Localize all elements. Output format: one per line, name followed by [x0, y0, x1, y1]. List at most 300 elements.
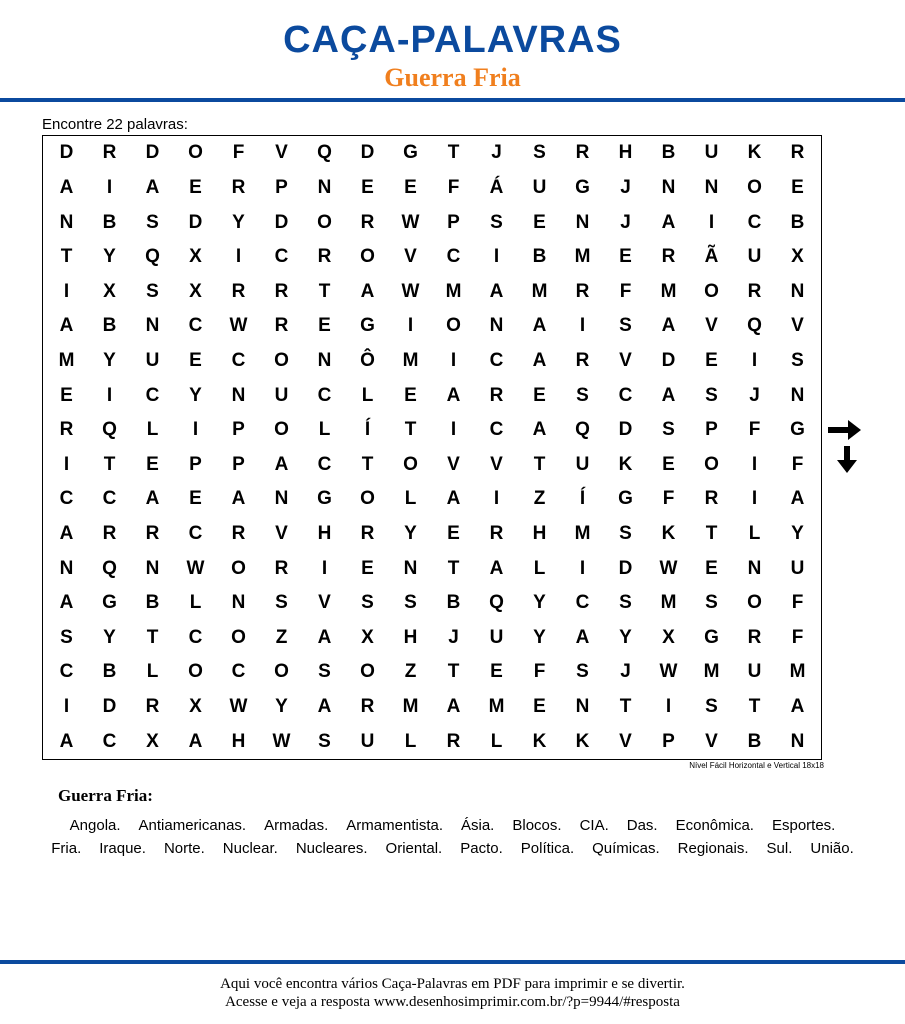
grid-letter[interactable]: M [789, 661, 806, 683]
grid-letter[interactable]: I [407, 315, 414, 337]
grid-letter[interactable]: N [145, 557, 160, 579]
grid-letter[interactable]: C [489, 419, 504, 441]
grid-letter[interactable]: X [189, 696, 202, 718]
grid-letter[interactable]: A [446, 384, 461, 406]
grid-letter[interactable]: M [531, 280, 548, 302]
grid-letter[interactable]: C [188, 626, 203, 648]
grid-letter[interactable]: I [579, 557, 586, 579]
grid-letter[interactable]: X [791, 246, 804, 268]
grid-letter[interactable]: H [317, 523, 332, 545]
grid-letter[interactable]: F [748, 419, 761, 441]
grid-letter[interactable]: G [704, 626, 719, 648]
grid-letter[interactable]: L [490, 730, 503, 752]
grid-letter[interactable]: U [532, 176, 547, 198]
grid-letter[interactable]: R [145, 523, 160, 545]
grid-letter[interactable]: R [747, 280, 762, 302]
grid-letter[interactable]: M [703, 661, 720, 683]
grid-letter[interactable]: B [102, 315, 117, 337]
grid-letter[interactable]: S [60, 626, 73, 648]
grid-letter[interactable]: B [747, 730, 762, 752]
grid-letter[interactable]: D [59, 142, 74, 164]
grid-letter[interactable]: O [747, 592, 762, 614]
grid-letter[interactable]: W [401, 280, 420, 302]
grid-letter[interactable]: R [704, 488, 719, 510]
grid-letter[interactable]: L [146, 419, 159, 441]
grid-letter[interactable]: U [575, 453, 590, 475]
grid-letter[interactable]: O [274, 419, 289, 441]
grid-letter[interactable]: Q [489, 592, 504, 614]
grid-letter[interactable]: R [489, 384, 504, 406]
grid-letter[interactable]: E [361, 557, 374, 579]
grid-letter[interactable]: I [751, 488, 758, 510]
grid-letter[interactable]: M [574, 246, 591, 268]
grid-letter[interactable]: R [360, 523, 375, 545]
grid-letter[interactable]: U [489, 626, 504, 648]
grid-letter[interactable]: W [659, 661, 678, 683]
grid-letter[interactable]: G [790, 419, 805, 441]
grid-letter[interactable]: S [576, 384, 589, 406]
grid-letter[interactable]: O [231, 557, 246, 579]
grid-letter[interactable]: Q [747, 315, 762, 337]
grid-letter[interactable]: O [188, 661, 203, 683]
grid-letter[interactable]: E [146, 453, 159, 475]
grid-letter[interactable]: J [749, 384, 760, 406]
grid-letter[interactable]: N [489, 315, 504, 337]
grid-letter[interactable]: J [620, 661, 631, 683]
grid-letter[interactable]: W [229, 696, 248, 718]
grid-letter[interactable]: X [361, 626, 374, 648]
grid-letter[interactable]: B [145, 592, 160, 614]
grid-letter[interactable]: C [102, 488, 117, 510]
grid-letter[interactable]: O [188, 142, 203, 164]
grid-letter[interactable]: S [146, 211, 159, 233]
grid-letter[interactable]: S [619, 523, 632, 545]
grid-letter[interactable]: O [360, 661, 375, 683]
grid-letter[interactable]: I [321, 557, 328, 579]
grid-letter[interactable]: O [274, 349, 289, 371]
grid-letter[interactable]: A [790, 488, 805, 510]
grid-letter[interactable]: F [791, 453, 804, 475]
grid-letter[interactable]: A [59, 523, 74, 545]
grid-letter[interactable]: A [489, 557, 504, 579]
grid-letter[interactable]: O [403, 453, 418, 475]
grid-letter[interactable]: A [59, 315, 74, 337]
grid-letter[interactable]: E [189, 176, 202, 198]
grid-letter[interactable]: S [404, 592, 417, 614]
grid-letter[interactable]: I [106, 176, 113, 198]
grid-letter[interactable]: R [575, 349, 590, 371]
grid-letter[interactable]: P [705, 419, 718, 441]
grid-letter[interactable]: N [231, 592, 246, 614]
grid-letter[interactable]: E [490, 661, 503, 683]
grid-letter[interactable]: T [705, 523, 718, 545]
grid-letter[interactable]: E [361, 176, 374, 198]
grid-letter[interactable]: Ô [360, 349, 375, 371]
grid-letter[interactable]: A [360, 280, 375, 302]
grid-letter[interactable]: S [705, 384, 718, 406]
grid-letter[interactable]: U [145, 349, 160, 371]
grid-letter[interactable]: C [188, 315, 203, 337]
grid-letter[interactable]: N [790, 730, 805, 752]
grid-letter[interactable]: I [751, 349, 758, 371]
grid-letter[interactable]: A [59, 730, 74, 752]
grid-letter[interactable]: Z [275, 626, 288, 648]
grid-letter[interactable]: I [708, 211, 715, 233]
grid-letter[interactable]: R [274, 315, 289, 337]
grid-letter[interactable]: A [59, 592, 74, 614]
grid-letter[interactable]: I [493, 246, 500, 268]
grid-letter[interactable]: A [59, 176, 74, 198]
grid-letter[interactable]: T [447, 142, 460, 164]
grid-letter[interactable]: E [619, 246, 632, 268]
grid-letter[interactable]: A [446, 488, 461, 510]
grid-letter[interactable]: L [748, 523, 761, 545]
grid-letter[interactable]: N [145, 315, 160, 337]
grid-letter[interactable]: C [618, 384, 633, 406]
grid-letter[interactable]: H [532, 523, 547, 545]
grid-letter[interactable]: P [447, 211, 460, 233]
grid-letter[interactable]: R [274, 557, 289, 579]
grid-letter[interactable]: C [231, 349, 246, 371]
grid-letter[interactable]: X [189, 246, 202, 268]
grid-letter[interactable]: T [447, 661, 460, 683]
grid-letter[interactable]: A [446, 696, 461, 718]
grid-letter[interactable]: B [446, 592, 461, 614]
grid-letter[interactable]: S [533, 142, 546, 164]
grid-letter[interactable]: R [102, 523, 117, 545]
grid-letter[interactable]: T [103, 453, 116, 475]
grid-letter[interactable]: I [450, 419, 457, 441]
grid-letter[interactable]: T [404, 419, 417, 441]
grid-letter[interactable]: H [231, 730, 246, 752]
grid-letter[interactable]: A [274, 453, 289, 475]
grid-letter[interactable]: X [103, 280, 116, 302]
grid-letter[interactable]: A [790, 696, 805, 718]
grid-letter[interactable]: R [661, 246, 676, 268]
grid-letter[interactable]: V [318, 592, 331, 614]
grid-letter[interactable]: J [448, 626, 459, 648]
grid-letter[interactable]: G [618, 488, 633, 510]
grid-letter[interactable]: E [705, 349, 718, 371]
grid-letter[interactable]: O [317, 211, 332, 233]
grid-letter[interactable]: V [705, 730, 718, 752]
grid-letter[interactable]: A [317, 626, 332, 648]
grid-letter[interactable]: S [576, 661, 589, 683]
grid-letter[interactable]: D [145, 142, 160, 164]
grid-letter[interactable]: Í [364, 419, 371, 441]
grid-letter[interactable]: C [274, 246, 289, 268]
grid-letter[interactable]: H [618, 142, 633, 164]
grid-letter[interactable]: V [404, 246, 417, 268]
grid-letter[interactable]: F [791, 626, 804, 648]
grid-letter[interactable]: A [661, 384, 676, 406]
grid-letter[interactable]: N [790, 384, 805, 406]
grid-letter[interactable]: Q [102, 557, 117, 579]
grid-letter[interactable]: E [60, 384, 73, 406]
grid-letter[interactable]: G [317, 488, 332, 510]
grid-letter[interactable]: I [450, 349, 457, 371]
grid-letter[interactable]: C [59, 488, 74, 510]
grid-letter[interactable]: S [146, 280, 159, 302]
grid-letter[interactable]: G [575, 176, 590, 198]
grid-letter[interactable]: I [63, 453, 70, 475]
grid-letter[interactable]: C [575, 592, 590, 614]
grid-letter[interactable]: S [662, 419, 675, 441]
grid-letter[interactable]: H [403, 626, 418, 648]
grid-letter[interactable]: Y [189, 384, 202, 406]
grid-letter[interactable]: G [360, 315, 375, 337]
grid-letter[interactable]: I [63, 696, 70, 718]
grid-letter[interactable]: T [619, 696, 632, 718]
grid-letter[interactable]: J [620, 176, 631, 198]
grid-letter[interactable]: Y [533, 592, 546, 614]
grid-letter[interactable]: Y [275, 696, 288, 718]
grid-letter[interactable]: J [620, 211, 631, 233]
grid-letter[interactable]: N [274, 488, 289, 510]
grid-letter[interactable]: N [59, 557, 74, 579]
grid-letter[interactable]: D [618, 419, 633, 441]
grid-letter[interactable]: M [402, 349, 419, 371]
grid-letter[interactable]: R [360, 696, 375, 718]
grid-letter[interactable]: I [579, 315, 586, 337]
grid-letter[interactable]: A [661, 211, 676, 233]
grid-letter[interactable]: L [318, 419, 331, 441]
grid-letter[interactable]: F [791, 592, 804, 614]
grid-letter[interactable]: A [661, 315, 676, 337]
grid-letter[interactable]: Á [489, 176, 504, 198]
grid-letter[interactable]: N [790, 280, 805, 302]
grid-letter[interactable]: B [102, 661, 117, 683]
grid-letter[interactable]: C [446, 246, 461, 268]
grid-letter[interactable]: E [705, 557, 718, 579]
grid-letter[interactable]: O [360, 488, 375, 510]
grid-letter[interactable]: A [317, 696, 332, 718]
grid-letter[interactable]: V [619, 730, 632, 752]
grid-letter[interactable]: Y [103, 246, 116, 268]
grid-letter[interactable]: U [360, 730, 375, 752]
grid-letter[interactable]: T [60, 246, 73, 268]
grid-letter[interactable]: Z [404, 661, 417, 683]
grid-letter[interactable]: O [704, 280, 719, 302]
grid-letter[interactable]: P [232, 419, 245, 441]
grid-letter[interactable]: N [317, 176, 332, 198]
grid-letter[interactable]: B [532, 246, 547, 268]
grid-letter[interactable]: U [704, 142, 719, 164]
grid-letter[interactable]: N [317, 349, 332, 371]
grid-letter[interactable]: E [791, 176, 804, 198]
grid-letter[interactable]: A [145, 176, 160, 198]
grid-letter[interactable]: Y [619, 626, 632, 648]
grid-letter[interactable]: S [361, 592, 374, 614]
grid-letter[interactable]: R [145, 696, 160, 718]
grid-letter[interactable]: C [317, 453, 332, 475]
grid-letter[interactable]: G [403, 142, 418, 164]
grid-letter[interactable]: O [360, 246, 375, 268]
grid-letter[interactable]: F [662, 488, 675, 510]
grid-letter[interactable]: F [619, 280, 632, 302]
grid-letter[interactable]: D [618, 557, 633, 579]
grid-letter[interactable]: Q [102, 419, 117, 441]
grid-letter[interactable]: O [704, 453, 719, 475]
grid-letter[interactable]: F [232, 142, 245, 164]
grid-letter[interactable]: P [662, 730, 675, 752]
grid-letter[interactable]: N [747, 557, 762, 579]
grid-letter[interactable]: W [186, 557, 205, 579]
grid-letter[interactable]: W [272, 730, 291, 752]
grid-letter[interactable]: I [235, 246, 242, 268]
grid-letter[interactable]: R [231, 280, 246, 302]
grid-letter[interactable]: N [575, 696, 590, 718]
grid-letter[interactable]: C [231, 661, 246, 683]
grid-letter[interactable]: M [402, 696, 419, 718]
grid-letter[interactable]: O [274, 661, 289, 683]
grid-letter[interactable]: X [146, 730, 159, 752]
grid-letter[interactable]: O [747, 176, 762, 198]
grid-letter[interactable]: R [317, 246, 332, 268]
grid-letter[interactable]: E [404, 384, 417, 406]
grid-letter[interactable]: U [790, 557, 805, 579]
grid-letter[interactable]: U [747, 246, 762, 268]
grid-letter[interactable]: M [574, 523, 591, 545]
grid-letter[interactable]: K [747, 142, 762, 164]
grid-letter[interactable]: R [575, 142, 590, 164]
grid-letter[interactable]: I [665, 696, 672, 718]
grid-letter[interactable]: Q [575, 419, 590, 441]
grid-letter[interactable]: I [493, 488, 500, 510]
grid-letter[interactable]: A [532, 349, 547, 371]
grid-letter[interactable]: R [489, 523, 504, 545]
grid-letter[interactable]: M [445, 280, 462, 302]
grid-letter[interactable]: D [360, 142, 375, 164]
grid-letter[interactable]: P [232, 453, 245, 475]
grid-letter[interactable]: A [532, 315, 547, 337]
grid-letter[interactable]: Y [103, 626, 116, 648]
grid-letter[interactable]: B [661, 142, 676, 164]
grid-letter[interactable]: N [704, 176, 719, 198]
grid-letter[interactable]: T [361, 453, 374, 475]
grid-letter[interactable]: C [188, 523, 203, 545]
grid-letter[interactable]: D [188, 211, 203, 233]
grid-letter[interactable]: N [59, 211, 74, 233]
grid-letter[interactable]: U [274, 384, 289, 406]
grid-letter[interactable]: E [533, 696, 546, 718]
grid-letter[interactable]: S [619, 592, 632, 614]
grid-letter[interactable]: V [275, 142, 288, 164]
grid-letter[interactable]: U [747, 661, 762, 683]
grid-letter[interactable]: W [401, 211, 420, 233]
grid-letter[interactable]: O [446, 315, 461, 337]
grid-letter[interactable]: C [489, 349, 504, 371]
grid-letter[interactable]: M [660, 592, 677, 614]
grid-letter[interactable]: T [748, 696, 761, 718]
grid-letter[interactable]: J [491, 142, 502, 164]
grid-letter[interactable]: V [447, 453, 460, 475]
grid-letter[interactable]: Y [103, 349, 116, 371]
grid-letter[interactable]: Q [145, 246, 160, 268]
grid-letter[interactable]: S [318, 730, 331, 752]
grid-letter[interactable]: L [146, 661, 159, 683]
grid-letter[interactable]: R [360, 211, 375, 233]
grid-letter[interactable]: E [533, 384, 546, 406]
grid-letter[interactable]: V [275, 523, 288, 545]
grid-letter[interactable]: K [575, 730, 590, 752]
grid-letter[interactable]: F [533, 661, 546, 683]
grid-letter[interactable]: A [575, 626, 590, 648]
grid-letter[interactable]: R [446, 730, 461, 752]
grid-letter[interactable]: S [318, 661, 331, 683]
grid-letter[interactable]: M [660, 280, 677, 302]
grid-letter[interactable]: E [318, 315, 331, 337]
grid-letter[interactable]: Ã [704, 246, 719, 268]
grid-letter[interactable]: R [575, 280, 590, 302]
grid-letter[interactable]: T [533, 453, 546, 475]
grid-letter[interactable]: I [192, 419, 199, 441]
grid-letter[interactable]: E [404, 176, 417, 198]
grid-letter[interactable]: T [318, 280, 331, 302]
grid-letter[interactable]: K [532, 730, 547, 752]
grid-letter[interactable]: N [575, 211, 590, 233]
grid-letter[interactable]: Y [533, 626, 546, 648]
grid-letter[interactable]: R [231, 176, 246, 198]
grid-letter[interactable]: D [661, 349, 676, 371]
grid-letter[interactable]: R [102, 142, 117, 164]
grid-letter[interactable]: M [488, 696, 505, 718]
grid-letter[interactable]: Y [404, 523, 417, 545]
grid-letter[interactable]: C [747, 211, 762, 233]
grid-letter[interactable]: X [189, 280, 202, 302]
grid-letter[interactable]: V [619, 349, 632, 371]
grid-letter[interactable]: V [705, 315, 718, 337]
grid-letter[interactable]: R [274, 280, 289, 302]
grid-letter[interactable]: T [146, 626, 159, 648]
grid-letter[interactable]: R [747, 626, 762, 648]
grid-letter[interactable]: S [705, 592, 718, 614]
grid-letter[interactable]: L [404, 488, 417, 510]
grid-letter[interactable]: A [489, 280, 504, 302]
grid-letter[interactable]: C [145, 384, 160, 406]
grid-letter[interactable]: Í [579, 488, 586, 510]
grid-letter[interactable]: L [189, 592, 202, 614]
grid-letter[interactable]: G [102, 592, 117, 614]
grid-letter[interactable]: Q [317, 142, 332, 164]
grid-letter[interactable]: V [791, 315, 804, 337]
grid-letter[interactable]: Y [791, 523, 804, 545]
grid-letter[interactable]: L [404, 730, 417, 752]
grid-letter[interactable]: Y [232, 211, 245, 233]
grid-letter[interactable]: M [58, 349, 75, 371]
grid-letter[interactable]: R [231, 523, 246, 545]
grid-letter[interactable]: S [791, 349, 804, 371]
grid-letter[interactable]: A [145, 488, 160, 510]
grid-letter[interactable]: A [532, 419, 547, 441]
grid-letter[interactable]: N [661, 176, 676, 198]
grid-letter[interactable]: F [447, 176, 460, 198]
grid-letter[interactable]: S [490, 211, 503, 233]
grid-letter[interactable]: I [63, 280, 70, 302]
grid-letter[interactable]: C [102, 730, 117, 752]
grid-letter[interactable]: B [790, 211, 805, 233]
grid-letter[interactable]: R [790, 142, 805, 164]
grid-letter[interactable]: L [361, 384, 374, 406]
grid-letter[interactable]: E [189, 349, 202, 371]
grid-letter[interactable]: E [447, 523, 460, 545]
grid-letter[interactable]: P [189, 453, 202, 475]
grid-letter[interactable]: A [188, 730, 203, 752]
grid-letter[interactable]: B [102, 211, 117, 233]
grid-letter[interactable]: S [275, 592, 288, 614]
grid-letter[interactable]: R [59, 419, 74, 441]
grid-letter[interactable]: K [618, 453, 633, 475]
